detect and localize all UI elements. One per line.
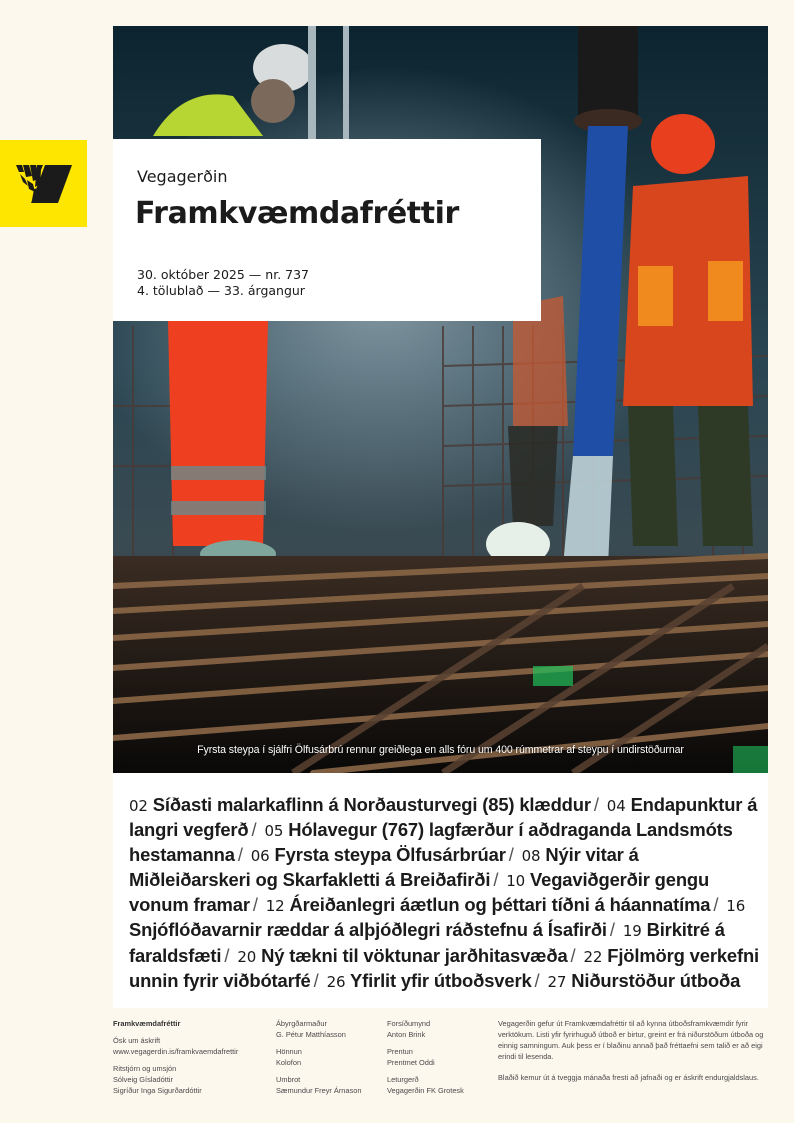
vegagerdin-logo-icon	[15, 164, 73, 204]
colophon-column-2	[276, 1018, 381, 1102]
contents-page-number: 06	[250, 847, 270, 866]
contents-separator: /	[534, 969, 540, 991]
issue-date-number: 30. október 2025 — nr. 737	[137, 267, 310, 282]
responsible-label: Ábyrgðarmaður	[276, 1019, 327, 1028]
contents-page-number: 22	[583, 947, 603, 966]
colophon-column-1	[113, 1018, 268, 1102]
editor-name: Sigríður Inga Sigurðardóttir	[113, 1086, 202, 1095]
layout-name: Sæmundur Freyr Árnason	[276, 1086, 362, 1095]
responsible-name: G. Pétur Matthíasson	[276, 1030, 346, 1039]
contents-title: Fjölmörg verkefni unnin fyrir viðbótarfé	[129, 944, 759, 991]
contents-separator: /	[251, 819, 257, 841]
contents-item[interactable]	[547, 970, 740, 991]
contents-title: Nýir vitar á Miðleiðarskeri og Skarfakletti á Breiðafirði	[129, 844, 639, 891]
typeface-name: Vegagerðin FK Grotesk	[387, 1086, 464, 1095]
subscription-link[interactable]: www.vegagerdin.is/framkvaemdafrettir	[113, 1047, 239, 1056]
table-of-contents	[113, 773, 768, 1008]
printing-name: Prentmet Oddi	[387, 1058, 435, 1067]
contents-item[interactable]	[327, 970, 532, 991]
design-name: Kolofon	[276, 1058, 302, 1067]
contents-item[interactable]	[129, 794, 591, 815]
organization-name: Vegagerðin	[137, 167, 228, 186]
design-label: Hönnun	[276, 1047, 302, 1056]
publication-title: Framkvæmdafréttir	[135, 196, 459, 231]
printing-label: Prentun	[387, 1047, 413, 1056]
contents-separator: /	[493, 869, 499, 891]
contents-page-number: 20	[237, 947, 257, 966]
contents-separator: /	[237, 844, 243, 866]
contents-separator: /	[224, 944, 230, 966]
contents-title: Niðurstöður útboða	[571, 969, 741, 991]
contents-page-number: 26	[326, 972, 346, 991]
cover-photo-caption: Fyrsta steypa í sjálfri Ölfusárbrú rennur greiðlega en alls fóru um 400 rúmmetrar af steypu í undirstöðurnar	[197, 744, 684, 756]
contents-title: Snjóflóðavarnir ræddar á alþjóðlegri ráðstefnu á Ísafirði	[129, 919, 607, 941]
colophon-column-4	[498, 1018, 768, 1093]
contents-item[interactable]	[251, 844, 506, 865]
contents-page-number: 10	[506, 872, 526, 891]
issue-volume: 4. tölublað — 33. árgangur	[137, 283, 305, 298]
colophon-column-3	[387, 1018, 492, 1102]
contents-separator: /	[570, 944, 576, 966]
masthead	[113, 139, 541, 321]
contents-separator: /	[609, 919, 615, 941]
contents-list	[129, 793, 759, 994]
contents-page-number: 12	[265, 897, 285, 916]
contents-title: Áreiðanlegri áætlun og þéttari tíðni á háannatíma	[289, 894, 711, 916]
contents-separator: /	[252, 894, 258, 916]
cover-photo-label: Forsíðumynd	[387, 1019, 431, 1028]
contents-item[interactable]	[266, 894, 711, 915]
contents-page-number: 05	[264, 822, 284, 841]
contents-title: Endapunktur á langri vegferð	[129, 794, 758, 841]
contents-separator: /	[593, 794, 599, 815]
colophon-heading: Framkvæmdafréttir	[113, 1019, 181, 1028]
contents-title: Birkitré á faraldsfæti	[129, 919, 725, 966]
contents-page-number: 08	[521, 847, 541, 866]
vegagerdin-logo	[0, 140, 87, 227]
cover-photo-credit: Anton Brink	[387, 1030, 426, 1039]
contents-title: Yfirlit yfir útboðsverk	[350, 969, 532, 991]
frequency-text: Blaðið kemur út á tveggja mánaða fresti að jafnaði og er áskrift endurgjaldslaus.	[498, 1073, 759, 1082]
layout-label: Umbrot	[276, 1075, 301, 1084]
contents-separator: /	[508, 844, 514, 866]
contents-separator: /	[313, 969, 319, 991]
contents-title: Síðasti malarkaflinn á Norðausturvegi (85) klæddur	[152, 794, 591, 815]
contents-page-number: 27	[547, 972, 567, 991]
contents-title: Fyrsta steypa Ölfusárbrúar	[274, 844, 506, 866]
issue-info	[137, 267, 309, 299]
contents-title: Vegaviðgerðir gengu vonum framar	[129, 869, 710, 916]
contents-item[interactable]	[237, 945, 567, 966]
editors-label: Ritstjórn og umsjón	[113, 1064, 177, 1073]
contents-page-number: 02	[129, 797, 148, 815]
contents-title: Hólavegur (767) lagfærður í aðdraganda Landsmóts hestamanna	[129, 819, 733, 866]
typeface-label: Leturgerð	[387, 1075, 419, 1084]
contents-page-number: 04	[606, 797, 626, 815]
contents-separator: /	[713, 894, 719, 916]
subscription-label: Ósk um áskrift	[113, 1036, 161, 1045]
about-text: Vegagerðin gefur út Framkvæmdafréttir til að kynna útboðsframkvæmdir fyrir verktökum. Listi yfir fyrirhuguð útboð er birtur, greint er frá niðurstöðum útboða og einnig samningum. Auk þess er í blaðinu annað það fréttaefni sem talið er að eigi erindi til lesenda.	[498, 1019, 764, 1061]
contents-title: Ný tækni til vöktunar jarðhitasvæða	[261, 944, 568, 966]
editor-name: Sólveig Gísladóttir	[113, 1075, 173, 1084]
contents-page-number: 16	[726, 897, 746, 916]
contents-page-number: 19	[622, 922, 642, 941]
